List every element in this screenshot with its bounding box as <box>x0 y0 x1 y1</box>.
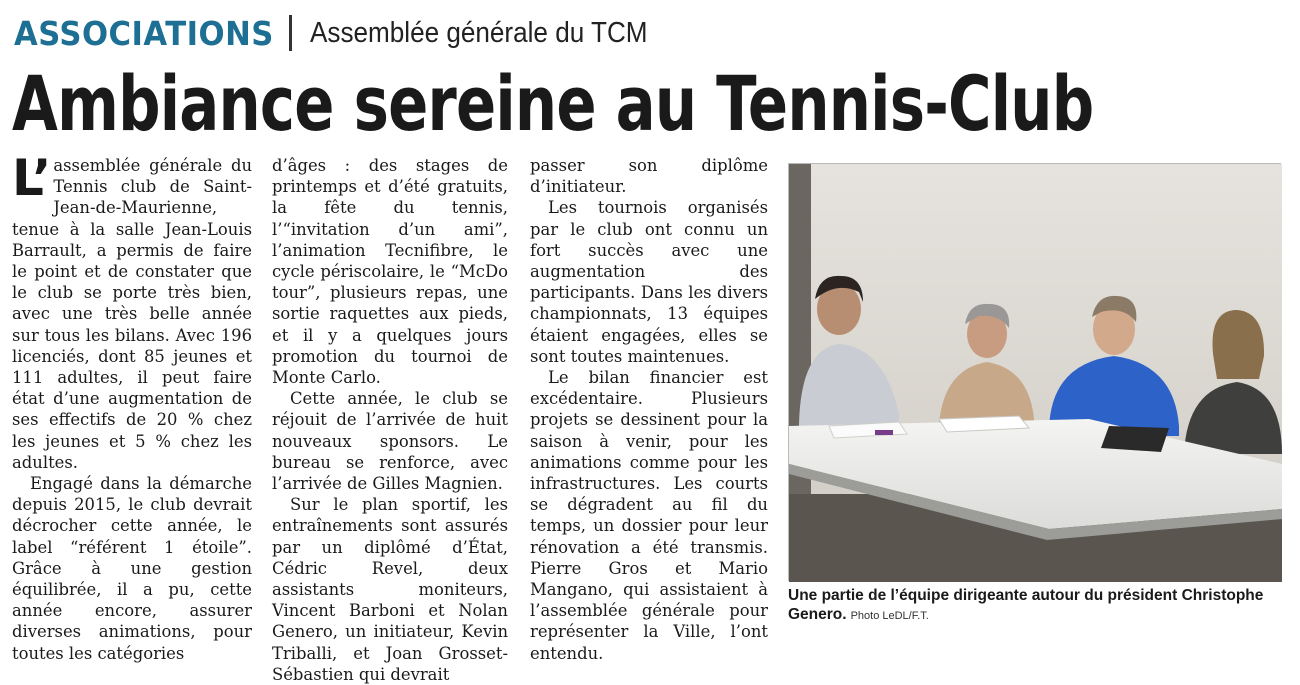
paragraph: Sur le plan sportif, les entraînements sont assurés par un diplômé d’État, Cédric Revel, deux assistants moniteurs, Vincent Barboni et Nolan Genero, un initiateur, Kevin Triballi, et Joan Grosset-Sébastien qui devrait <box>272 495 508 684</box>
kicker-divider <box>289 15 292 51</box>
article-kicker <box>14 12 685 54</box>
paragraph: Le bilan financier est excédentaire. Plusieurs projets se dessinent pour la saison à venir, pour les animations comme pour les infrastructures. Les courts se dégradent au fil du temps, un dossier pour leur rénovation a été transmis. Pierre Gros et Mario Mangano, qui assistaient à l’assemblée générale pour représenter la Ville, l’ont entendu. <box>530 368 768 663</box>
paragraph: Engagé dans la démarche depuis 2015, le club devrait décrocher cette année, le label “référent 1 étoile”. Grâce à une gestion équilibrée, il a pu, cette année encore, assurer diverses animations, pour toutes les catégories <box>12 474 252 663</box>
paragraph <box>12 149 252 473</box>
paragraph: Les tournois organisés par le club ont connu un fort succès avec une augmentation des participants. Dans les divers championnats, 13 équipes étaient engagées, elles se sont toutes maintenues. <box>530 198 768 366</box>
meeting-photo-illustration <box>789 164 1282 582</box>
section-rubric: ASSOCIATIONS <box>14 13 274 53</box>
article-photo <box>788 163 1281 581</box>
article-surtitle: Assemblée générale du TCM <box>310 16 648 49</box>
caption-text: Une partie de l’équipe dirigeante autour du président Christophe Genero. <box>788 587 1264 623</box>
paragraph: Cette année, le club se réjouit de l’arrivée de huit nouveaux sponsors. Le bureau se renforce, avec l’arrivée de Gilles Magnien. <box>272 389 508 494</box>
paragraph-text: assemblée générale du Tennis club de Saint-Jean-de-Maurienne, tenue à la salle Jean-Louis Barrault, a permis de faire le point et de constater que le club se porte très bien, avec une très belle année sur tous les bilans. Avec 196 licenciés, dont 85 jeunes et 111 adultes, il peut faire état d’une augmentation de ses effectifs de 20 % chez les jeunes et 5 % chez les adultes. <box>12 156 252 472</box>
text-column-1 <box>12 149 252 664</box>
photo-credit: Photo LeDL/F.T. <box>850 610 929 622</box>
text-column-2 <box>272 155 508 685</box>
photo-caption <box>788 586 1283 626</box>
paragraph: passer son diplôme d’initiateur. <box>530 156 768 197</box>
drop-cap: L’ <box>12 149 52 207</box>
article-headline: Ambiance sereine au Tennis-Club <box>12 59 1094 148</box>
paragraph: d’âges : des stages de printemps et d’été gratuits, la fête du tennis, l’“invitation d’un ami”, l’animation Tecnifibre, le cycle périscolaire, le “McDo tour”, plusieurs repas, une sortie raquettes aux pieds, et il y a quelques jours promotion du tournoi de Monte Carlo. <box>272 156 508 388</box>
text-column-3 <box>530 155 768 664</box>
